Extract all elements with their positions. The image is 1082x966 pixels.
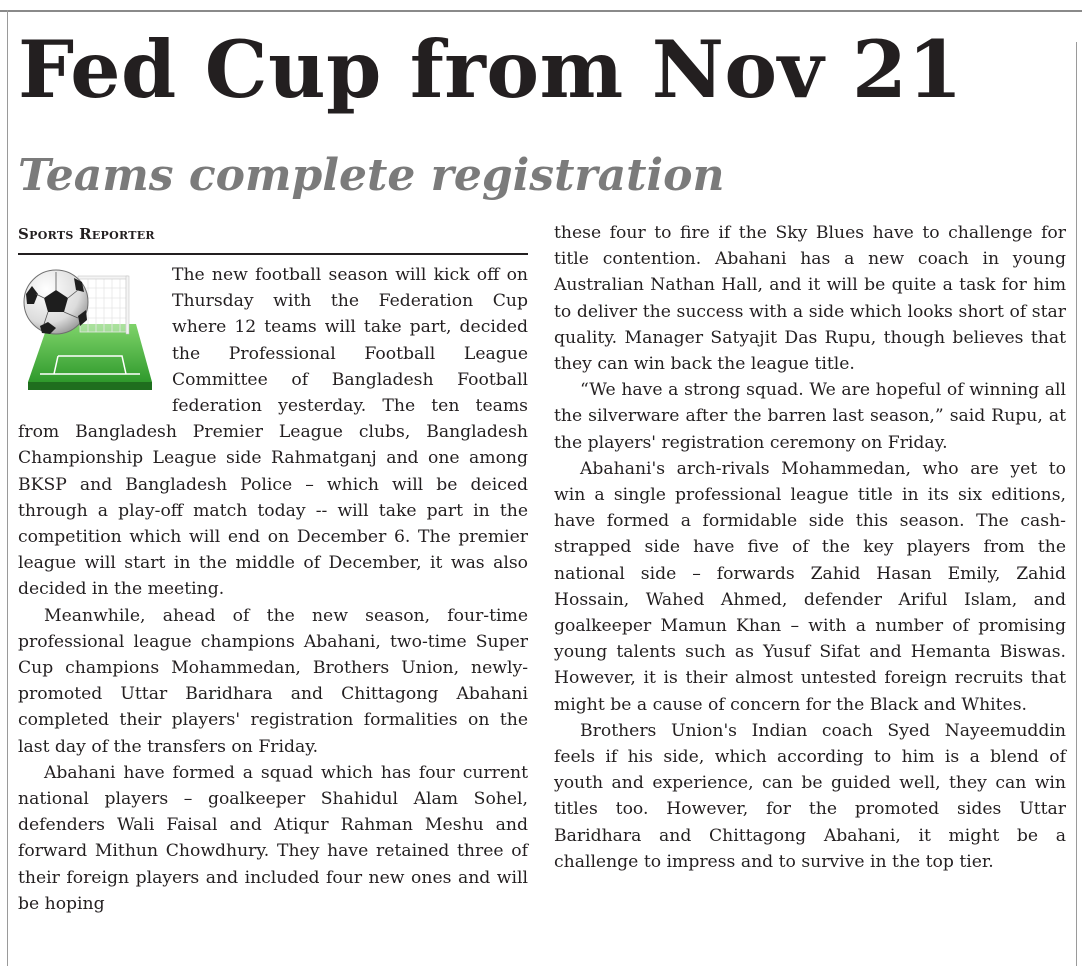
page-right-rule [1076,42,1077,966]
byline: Sports Reporter [18,225,155,243]
paragraph: Meanwhile, ahead of the new season, four-time professional league champions Abahani, two-time Super Cup champions Mohammedan, Brothers Union, newly-promoted Uttar Baridhara and Chittagong Abahani completed their players' registration formalities on the last day of the transfers on Friday. [18,605,528,757]
headline: Fed Cup from Nov 21 [18,23,963,116]
paragraph: The new football season will kick off on Thursday with the Federation Cup where 12 teams will take part, decided the Professional Football League Committee of Bangladesh Football federation yesterday. The ten teams from Bangladesh Premier League clubs, Bangladesh Championship League side Rahmatganj and one among BKSP and Bangladesh Police – which will be deiced through a play-off match today -- will take part in the competition which will end on December 6. The premier league will start in the middle of December, it was also decided in the meeting. [18,265,528,600]
paragraph: Brothers Union's Indian coach Syed Nayeemuddin feels if his side, which according to him is a blend of youth and experience, can be guided well, they can win titles too. However, for the promoted sides Uttar Baridhara and Chittagong Abahani, it might be a challenge to impress and to survive in the top tier. [554,720,1066,872]
paragraph: Abahani's arch-rivals Mohammedan, who are yet to win a single professional league title in its six editions, have formed a formidable side this season. The cash-strapped side have five of the key players from the national side – forwards Zahid Hasan Emily, Zahid Hossain, Wahed Ahmed, defender Ariful Islam, and goalkeeper Mamun Khan – with a number of promising young talents such as Yusuf Sifat and Hemanta Biswas. However, it is their almost untested foreign recruits that might be a cause of concern for the Black and Whites. [554,458,1066,715]
article-column-right [554,220,1066,964]
paragraph: Abahani have formed a squad which has four current national players – goalkeeper Shahidul Alam Sohel, defenders Wali Faisal and Atiqur Rahman Meshu and forward Mithun Chowdhury. They have retained three of their foreign players and included four new ones and will be hoping [18,762,528,914]
article-column-left [18,262,528,962]
football-goal-icon [18,264,158,402]
paragraph: “We have a strong squad. We are hopeful of winning all the silverware after the barren last season,” said Rupu, at the players' registration ceremony on Friday. [554,380,1066,453]
subheadline: Teams complete registration [18,150,725,201]
page-top-rule [0,10,1082,12]
paragraph-continuation: these four to fire if the Sky Blues have to challenge for title contention. Abahani has a new coach in young Australian Nathan Hall, and it will be quite a task for him to deliver the success with a side which looks short of star quality. Manager Satyajit Das Rupu, though believes that they can win back the league title. [554,223,1066,375]
byline-rule [18,253,528,255]
page-left-rule [7,10,8,966]
